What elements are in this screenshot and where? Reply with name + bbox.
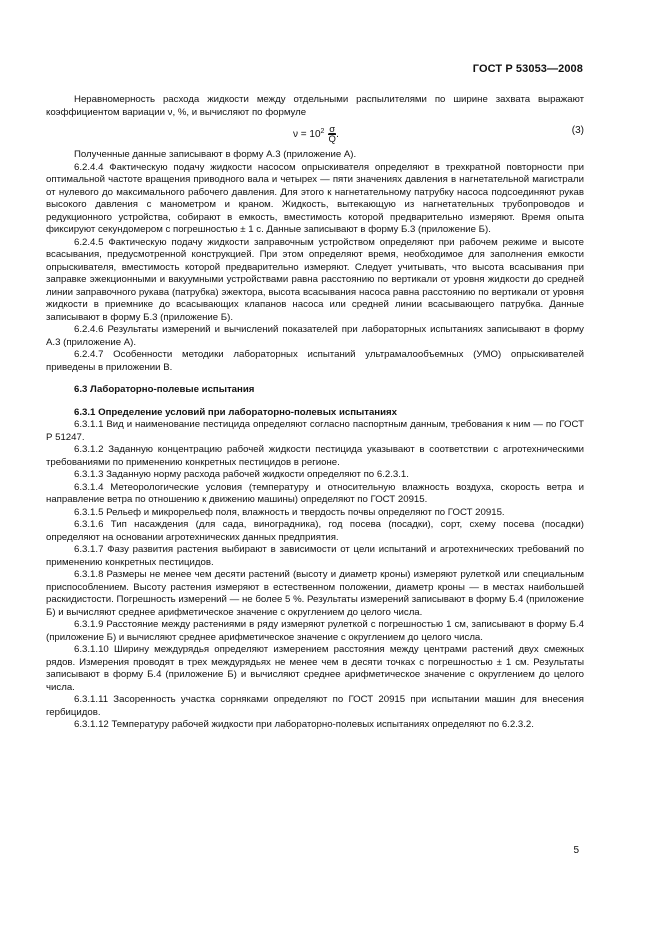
paragraph-6-2-4-5: 6.2.4.5 Фактическую подачу жидкости заправочным устройством определяют при рабочем режиме и высоте всасывания, предусмотренной конструкцией. При этом определяют время, необходимое для заполнения емкости опрыскивателя, вместимость которой предварительно измеряют. Следует учитывать, что высота всасывания при заправке эжекционными и вакуумными устройствами равна расстоянию по вертикали от уровня жидкости до средней линии заправочного рукава (патрубка) эжектора, высота всасывания насоса равна расстоянию по вертикали от уровня жидкости в приемнике до всасывающих клапанов насоса или средней линии всасывающего патрубка. Данные записывают в форму Б.3 (приложение Б). bbox=[46, 236, 584, 323]
formula-numerator: σ bbox=[329, 124, 336, 135]
paragraph-6-3-1-6: 6.3.1.6 Тип насаждения (для сада, виноградника), год посева (посадки), сорт, схему посева (посадки) определяют на основании агротехнических данных предприятия. bbox=[46, 519, 584, 543]
paragraph-6-2-4-7: 6.2.4.7 Особенности методики лабораторных испытаний ультрамалообъемных (УМО) опрыскивателей приведены в приложении В. bbox=[46, 349, 584, 373]
formula-expression bbox=[293, 125, 339, 144]
paragraph-6-3-1-12: 6.3.1.12 Температуру рабочей жидкости при лабораторно-полевых испытаниях определяют по 6.2.3.2. bbox=[74, 719, 534, 730]
paragraph-6-3-1-1: 6.3.1.1 Вид и наименование пестицида определяют согласно паспортным данным, требования к ним — по ГОСТ Р 51247. bbox=[46, 419, 584, 443]
formula-fraction bbox=[328, 125, 336, 144]
document-number-header: ГОСТ Р 53053—2008 bbox=[472, 63, 583, 75]
paragraph-6-2-4-4: 6.2.4.4 Фактическую подачу жидкости насосом опрыскивателя определяют в трехкратной повторности при оптимальной частоте вращения приводного вала и четырех — пяти значениях давления в нагнетательной магистрали от нулевого до максимального рабочего давления. Для этого к нагнетательному патрубку насоса подсоединяют рукав высокого давления с манометром и краном. Жидкость, вытекающую из нагнетательных трубопроводов и редукционного устройства, собирают в емкость, вместимость которой предварительно измеряют. Время опыта фиксируют секундомером с погрешностью ± 1 с. Данные записывают в форму Б.3 (приложение Б). bbox=[46, 161, 584, 235]
paragraph-6-3-1-2: 6.3.1.2 Заданную концентрацию рабочей жидкости пестицида указывают в соответствии с агротехническими требованиями по применению конкретных пестицидов в регионе. bbox=[46, 444, 584, 468]
formula-3 bbox=[46, 119, 584, 149]
formula-number: (3) bbox=[571, 125, 584, 136]
paragraph-6-3-1-11: 6.3.1.11 Засоренность участка сорняками определяют по ГОСТ 20915 при испытании машин для внесения гербицидов. bbox=[46, 694, 584, 718]
formula-power: 2 bbox=[320, 128, 325, 136]
paragraph-6-3-1-10: 6.3.1.10 Ширину междурядья определяют измерением расстояния между центрами растений двух смежных рядов. Измерения проводят в трех междурядьях не менее чем в десяти точках с погрешностью ± 1 см. Результаты записывают в форму Б.4 (приложение Б) и вычисляют среднее арифметическое значение с округлением до целого числа. bbox=[46, 644, 584, 693]
document-body bbox=[46, 94, 584, 732]
paragraph-6-3-1-7: 6.3.1.7 Фазу развития растения выбирают в зависимости от цели испытаний и агротехнических требований по применению конкретных пестицидов. bbox=[46, 544, 584, 568]
paragraph: Полученные данные записывают в форму А.3 (приложение А). bbox=[74, 149, 357, 160]
section-heading-6-3: 6.3 Лабораторно-полевые испытания bbox=[74, 384, 255, 395]
formula-tail: . bbox=[336, 129, 339, 141]
formula-denominator: Q bbox=[328, 134, 336, 145]
paragraph-6-3-1-5: 6.3.1.5 Рельеф и микрорельеф поля, влажность и твердость почвы определяют по ГОСТ 20915. bbox=[74, 506, 505, 518]
page-number: 5 bbox=[573, 845, 579, 856]
paragraph-6-3-1-3: 6.3.1.3 Заданную норму расхода рабочей жидкости определяют по 6.2.3.1. bbox=[74, 469, 409, 480]
paragraph-6-3-1-8: 6.3.1.8 Размеры не менее чем десяти растений (высоту и диаметр кроны) измеряют рулеткой или специальным приспособлением. Высоту растения измеряют в естественном положении, диаметр кроны — в местах наибольшей раскидистости. Погрешность измерений — не более 5 %. Результаты измерений записывают в форму Б.4 (приложение Б) и вычисляют среднее арифметическое значение с округлением до целого числа. bbox=[46, 569, 584, 618]
paragraph-6-3-1-4: 6.3.1.4 Метеорологические условия (температуру и относительную влажность воздуха, скорость ветра и направление ветра по отношению к движению машины) определяют по ГОСТ 20915. bbox=[46, 481, 584, 505]
paragraph-6-3-1-9: 6.3.1.9 Расстояние между растениями в ряду измеряют рулеткой с погрешностью 1 см, записывают в форму Б.4 (приложение Б) и вычисляют среднее арифметическое значение с округлением до целого числа. bbox=[46, 619, 584, 643]
subsection-heading-6-3-1: 6.3.1 Определение условий при лабораторно-полевых испытаниях bbox=[74, 406, 398, 418]
intro-paragraph: Неравномерность расхода жидкости между отдельными распылителями по ширине захвата выражают коэффициентом вариации ν, %, и вычисляют по формуле bbox=[46, 94, 584, 118]
formula-lhs: ν = 10 bbox=[293, 129, 321, 141]
paragraph-6-2-4-6: 6.2.4.6 Результаты измерений и вычислений показателей при лабораторных испытаниях записывают в форму А.3 (приложение А). bbox=[46, 324, 584, 348]
